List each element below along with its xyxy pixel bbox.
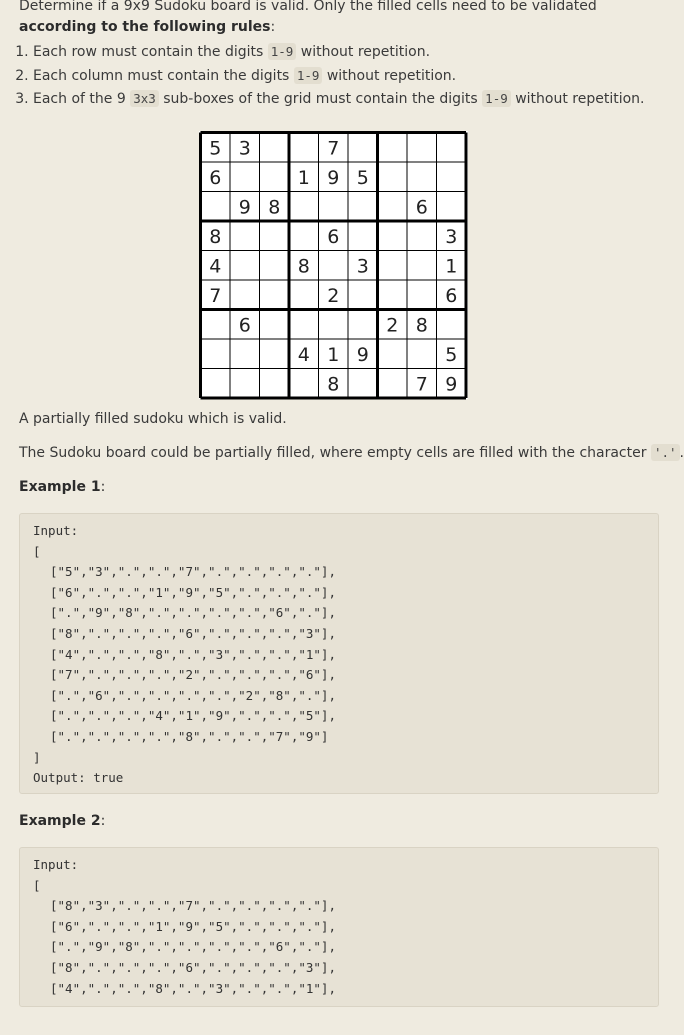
intro-suffix: : bbox=[270, 19, 276, 35]
board-digit: 7 bbox=[415, 373, 428, 396]
board-digit: 1 bbox=[445, 255, 458, 278]
board-row: ["8",".",".",".","6",".",".",".","3"], bbox=[50, 959, 336, 975]
board-digit: 9 bbox=[445, 373, 458, 396]
board-digit: 8 bbox=[327, 373, 340, 396]
input-label: Input: bbox=[33, 857, 79, 872]
board-digit: 7 bbox=[209, 284, 222, 307]
board-row: ["6",".",".","1","9","5",".",".","."], bbox=[50, 918, 336, 934]
board-row: ["6",".",".","1","9","5",".",".","."], bbox=[50, 584, 336, 600]
board-digit: 3 bbox=[356, 255, 369, 278]
board-digit: 9 bbox=[238, 196, 251, 219]
example-2-code-block bbox=[19, 847, 659, 1007]
inline-code: 1-9 bbox=[294, 67, 323, 84]
intro-bold: according to the following rules bbox=[19, 19, 271, 35]
rule-item: 2. Each column must contain the digits 1-9 without repetition. bbox=[33, 64, 653, 88]
problem-statement bbox=[19, 0, 639, 38]
board-digit: 5 bbox=[445, 343, 458, 366]
inline-code: '.' bbox=[651, 444, 680, 461]
board-row: ["8",".",".",".","6",".",".",".","3"], bbox=[50, 625, 336, 641]
board-row: [".",".",".",".","8",".",".","7","9"] bbox=[50, 728, 329, 744]
board-digit: 5 bbox=[356, 166, 369, 189]
board-digit: 2 bbox=[386, 314, 399, 337]
board-digit: 8 bbox=[268, 196, 281, 219]
board-digit: 4 bbox=[297, 343, 310, 366]
board-description: The Sudoku board could be partially filled, where empty cells are filled with the character '.' . bbox=[19, 445, 684, 461]
board-digit: 8 bbox=[415, 314, 428, 337]
board-row: ["4",".",".","8",".","3",".",".","1"], bbox=[50, 980, 336, 996]
board-row: [".","9","8",".",".",".",".","6","."], bbox=[50, 605, 336, 621]
array-open: [ bbox=[33, 877, 41, 893]
input-label: Input: bbox=[33, 523, 79, 538]
board-digit: 1 bbox=[327, 343, 340, 366]
board-digit: 6 bbox=[209, 166, 222, 189]
board-digit: 9 bbox=[356, 343, 369, 366]
board-row: [".","6",".",".",".",".","2","8","."], bbox=[50, 687, 336, 703]
board-row: [".",".",".","4","1","9",".",".","5"], bbox=[50, 708, 336, 724]
inline-code: 1-9 bbox=[482, 90, 511, 107]
board-row: ["4",".",".","8",".","3",".",".","1"], bbox=[50, 646, 336, 662]
board-digit: 6 bbox=[327, 225, 340, 248]
board-digit: 3 bbox=[445, 225, 458, 248]
board-digit: 7 bbox=[327, 137, 340, 160]
board-digit: 1 bbox=[297, 166, 310, 189]
board-digit: 8 bbox=[209, 225, 222, 248]
inline-code: 3x3 bbox=[130, 90, 159, 107]
example-1-heading: Example 1: bbox=[19, 479, 106, 495]
array-open: [ bbox=[33, 543, 41, 559]
board-row: ["7",".",".",".","2",".",".",".","6"], bbox=[50, 667, 336, 683]
board-row: ["5","3",".",".","7",".",".",".","."], bbox=[50, 564, 336, 580]
rules-list bbox=[14, 40, 653, 111]
board-digit: 4 bbox=[209, 255, 222, 278]
board-digit: 6 bbox=[415, 196, 428, 219]
array-close: ] bbox=[33, 749, 41, 765]
board-digit: 9 bbox=[327, 166, 340, 189]
sudoku-board-image bbox=[199, 131, 468, 399]
board-row: ["8","3",".",".","7",".",".",".","."], bbox=[50, 898, 336, 914]
example-2-heading: Example 2: bbox=[19, 813, 106, 829]
board-digit: 3 bbox=[238, 137, 251, 160]
image-caption: A partially filled sudoku which is valid. bbox=[19, 411, 287, 427]
rule-item: 1. Each row must contain the digits 1-9 without repetition. bbox=[33, 40, 653, 64]
intro-text: Determine if a 9x9 Sudoku board is valid. Only the filled cells need to be validated bbox=[19, 0, 597, 14]
board-row: [".","9","8",".",".",".",".","6","."], bbox=[50, 939, 336, 955]
rule-item: 3. Each of the 9 3x3 sub-boxes of the grid must contain the digits 1-9 without repetition. bbox=[33, 87, 653, 111]
board-digit: 2 bbox=[327, 284, 340, 307]
inline-code: 1-9 bbox=[268, 43, 297, 60]
board-digit: 6 bbox=[238, 314, 251, 337]
example-1-code-block bbox=[19, 513, 659, 794]
board-digit: 8 bbox=[297, 255, 310, 278]
board-digit: 6 bbox=[445, 284, 458, 307]
board-digit: 5 bbox=[209, 137, 222, 160]
output-line: Output: true bbox=[33, 770, 124, 786]
